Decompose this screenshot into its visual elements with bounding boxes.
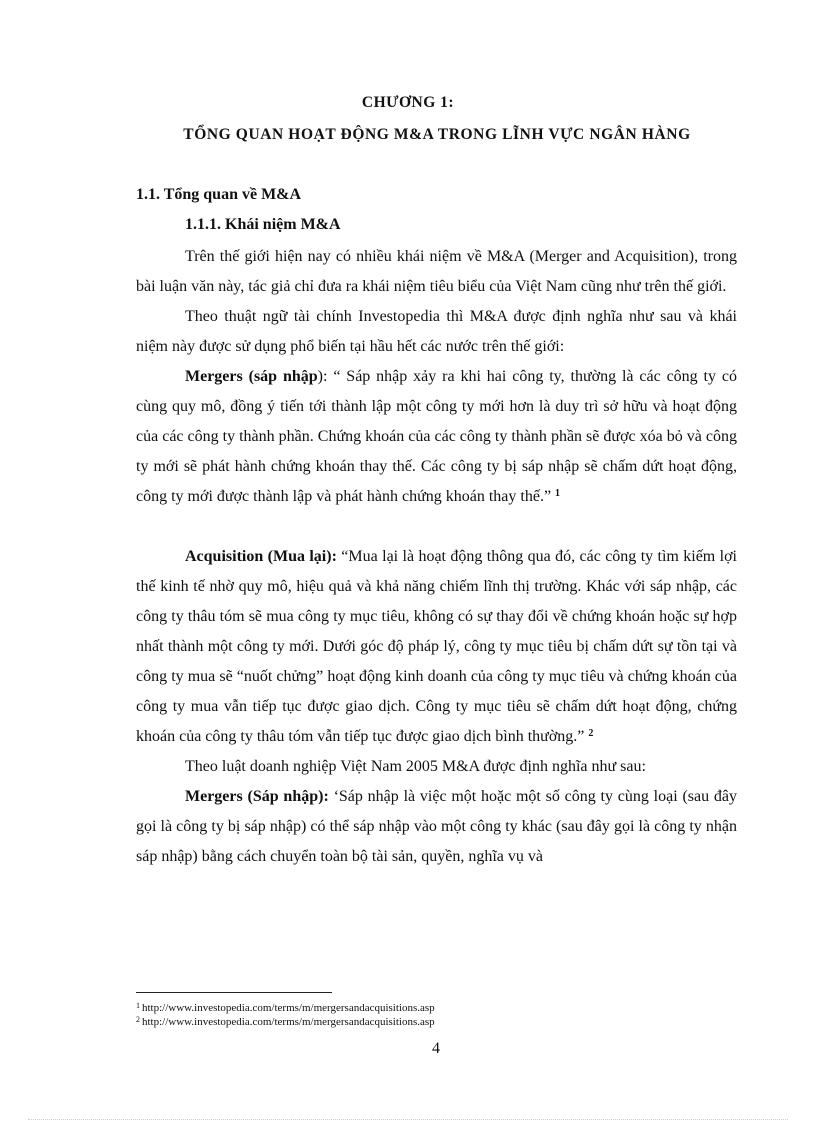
footnote-2-link[interactable]: http://www.investopedia.com/terms/m/mergersandacquisitions.asp: [142, 1016, 435, 1028]
page-bottom-border: [28, 1119, 788, 1120]
term-acquisition: Acquisition (Mua lại):: [185, 548, 337, 565]
chapter-subtitle: TỔNG QUAN HOẠT ĐỘNG M&A TRONG LĨNH VỰC NGÂN HÀNG: [183, 126, 691, 143]
footnote-ref-1: 1: [555, 488, 561, 499]
paragraph-investopedia: Theo thuật ngữ tài chính Investopedia thì M&A được định nghĩa như sau và khái niệm này được sử dụng phổ biến tại hầu hết các nước trên thế giới:: [136, 308, 737, 355]
term-mergers-vn: Mergers (Sáp nhập):: [185, 788, 329, 805]
footnote-1: [136, 1001, 435, 1015]
footnote-separator: [136, 992, 332, 993]
chapter-title: CHƯƠNG 1:: [361, 94, 455, 111]
paragraph-vietnam-law: Theo luật doanh nghiệp Việt Nam 2005 M&A được định nghĩa như sau:: [185, 758, 646, 775]
body-text: [136, 242, 737, 872]
footnotes: [136, 1001, 435, 1029]
page-number: 4: [432, 1040, 440, 1057]
paragraph-mergers-definition: [136, 362, 737, 512]
footnote-ref-2: 2: [588, 728, 594, 739]
paragraph-intro: Trên thế giới hiện nay có nhiều khái niệm về M&A (Merger and Acquisition), trong bài luận văn này, tác giả chỉ đưa ra khái niệm tiêu biểu của Việt Nam cũng như trên thế giới.: [136, 248, 737, 295]
footnote-2: [136, 1015, 435, 1029]
acquisition-definition-text: “Mua lại là hoạt động thông qua đó, các công ty tìm kiếm lợi thế kinh tế nhờ quy mô, hiệu quả và khả năng chiếm lĩnh thị trường. Khác với sáp nhập, các công ty thâu tóm sẽ mua công ty mục tiêu, không có sự thay đổi về chứng khoán hoặc sự hợp nhất thành một công ty mới. Dưới góc độ pháp lý, công ty mục tiêu bị chấm dứt sự tồn tại và công ty mua sẽ “nuốt chửng” hoạt động kinh doanh của công ty mục tiêu và chứng khoán của công ty mua vẫn tiếp tục được giao dịch. Công ty mục tiêu sẽ chấm dứt hoạt động, chứng khoán của công ty thâu tóm vẫn tiếp tục được giao dịch bình thường.”: [136, 548, 737, 745]
footnote-2-number: 2: [136, 1015, 140, 1024]
paragraph-mergers-vn-definition: [136, 782, 737, 872]
subsection-heading: 1.1.1. Khái niệm M&A: [185, 216, 341, 233]
mergers-vn-definition-text: ‘Sáp nhập là việc một hoặc một số công ty cùng loại (sau đây gọi là công ty bị sáp nhập) có thể sáp nhập vào một công ty khác (sau đây gọi là công ty nhận sáp nhập) bằng cách chuyển toàn bộ tài sản, quyền, nghĩa vụ và: [136, 788, 737, 865]
footnote-1-number: 1: [136, 1001, 140, 1010]
section-heading: 1.1. Tổng quan về M&A: [136, 186, 302, 203]
paragraph-acquisition-definition: [136, 542, 737, 752]
mergers-definition-text: ): “ Sáp nhập xảy ra khi hai công ty, thường là các công ty có cùng quy mô, đồng ý tiến tới thành lập một công ty mới hơn là duy trì sở hữu và hoạt động của các công ty thành phần. Chứng khoán của các công ty thành phần sẽ được xóa bỏ và công ty mới sẽ phát hành chứng khoán thay thế. Các công ty bị sáp nhập sẽ chấm dứt hoạt động, công ty mới được thành lập và phát hành chứng khoán thay thế.”: [136, 368, 737, 505]
footnote-1-link[interactable]: http://www.investopedia.com/terms/m/mergersandacquisitions.asp: [142, 1002, 435, 1014]
term-mergers: Mergers (sáp nhập: [185, 368, 318, 385]
